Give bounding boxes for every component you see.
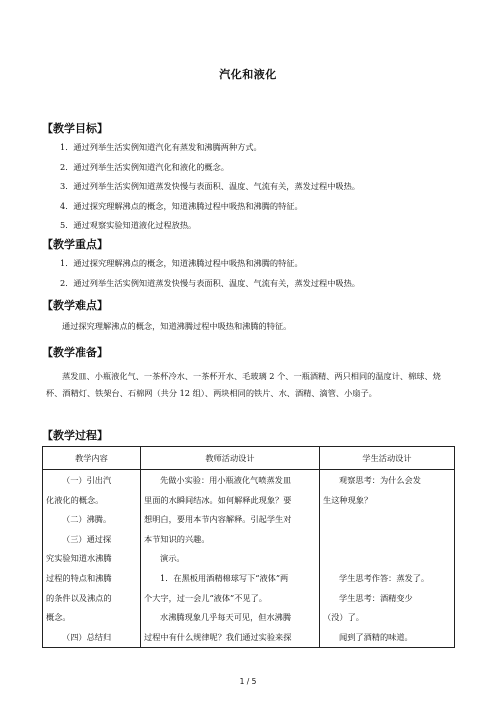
list-item: 2．通过列举生活实例知道蒸发快慢与表面积、温度、气流有关，蒸发过程中吸热。: [60, 277, 360, 288]
cell-line: （没）了。: [323, 612, 364, 623]
cell-line: 演示。: [160, 553, 185, 564]
key-points-list: [60, 254, 360, 293]
cell-line: 学生思考作答：蒸发了。: [339, 572, 430, 583]
cell-line: 究实验知道水沸腾: [46, 553, 112, 564]
column-header: 学生活动设计: [320, 447, 455, 470]
difficulty-text: 通过探究理解沸点的概念，知道沸腾过程中吸热和沸腾的特征。: [62, 321, 292, 331]
cell-line: 的条件以及沸点的: [46, 592, 112, 603]
table-row: [43, 470, 455, 648]
list-item: 1．通过列举生活实例知道汽化有蒸发和沸腾两种方式。: [60, 142, 262, 152]
list-item: 5．通过观察实验知道液化过程放热。: [60, 220, 197, 230]
cell-line: [323, 510, 451, 530]
cell-line: 生这种现象？: [323, 494, 373, 505]
teacher-cell: [141, 470, 320, 648]
heading-difficulty: 【教学难点】: [42, 299, 108, 312]
process-table: [42, 446, 455, 648]
page-number: 1 / 5: [239, 677, 257, 686]
column-header: 教师活动设计: [141, 447, 320, 470]
cell-line: [323, 549, 451, 569]
preparation-text: 蒸发皿、小瓶液化气、一茶杯冷水、一茶杯开水、毛玻璃 2 个、一瓶酒精、两只相同的温度计、棉球、烧杯、酒精灯、铁架台、石棉网（共分 12 组）、两块相同的铁片、水、酒精、滴管、小扇子。: [46, 371, 441, 398]
cell-line: 先做小实验：用小瓶液化气喷蒸发皿: [160, 475, 292, 485]
cell-line: 化液化的概念。: [46, 494, 104, 505]
student-cell: [320, 470, 455, 648]
page-title: 汽化和液化: [219, 68, 277, 81]
cell-line: （一）引出汽: [62, 475, 112, 485]
cell-line: （三）通过探: [62, 533, 112, 544]
cell-line: 本节知识的兴趣。: [144, 533, 210, 544]
cell-line: 过程的特点和沸腾: [46, 572, 112, 583]
cell-line: 概念。: [46, 612, 71, 623]
cell-line: 1．在黑板用酒精棉球写下“液体”两: [160, 572, 289, 583]
cell-line: （二）沸腾。: [62, 514, 112, 525]
list-item: 4．通过探究理解沸点的概念，知道沸腾过程中吸热和沸腾的特征。: [60, 200, 303, 211]
heading-key-points: 【教学重点】: [42, 238, 108, 251]
cell-line: 观察思考：为什么会发: [339, 475, 421, 485]
heading-process: 【教学过程】: [42, 429, 108, 442]
content-cell: [43, 470, 141, 648]
list-item: 3．通过列举生活实例知道蒸发快慢与表面积、温度、气流有关，蒸发过程中吸热。: [60, 181, 360, 191]
heading-preparation: 【教学准备】: [42, 346, 108, 359]
cell-line: 个大字，过一会儿“液体”不见了。: [144, 592, 267, 603]
cell-line: 过程中有什么规律呢？我们通过实验来探: [144, 631, 292, 642]
cell-line: （四）总结归: [62, 631, 112, 642]
cell-line: 水沸腾现象几乎每天可见，但水沸腾: [160, 612, 292, 623]
cell-line: [323, 530, 451, 550]
table-header-row: [43, 447, 455, 470]
heading-goals: 【教学目标】: [42, 122, 108, 135]
list-item: 2．通过列举生活实例知道汽化和液化的概念。: [60, 161, 229, 172]
cell-line: 里面的水瞬间结冰。如何解释此现象？要: [144, 494, 292, 505]
cell-line: 闻到了酒精的味道。: [339, 631, 413, 642]
cell-line: 学生思考：酒精变少: [339, 592, 413, 603]
goals-list: [60, 138, 360, 236]
cell-line: 想明白，要用本节内容解释。引起学生对: [144, 514, 292, 525]
list-item: 1．通过探究理解沸点的概念，知道沸腾过程中吸热和沸腾的特征。: [60, 258, 303, 268]
column-header: 教学内容: [43, 447, 141, 470]
